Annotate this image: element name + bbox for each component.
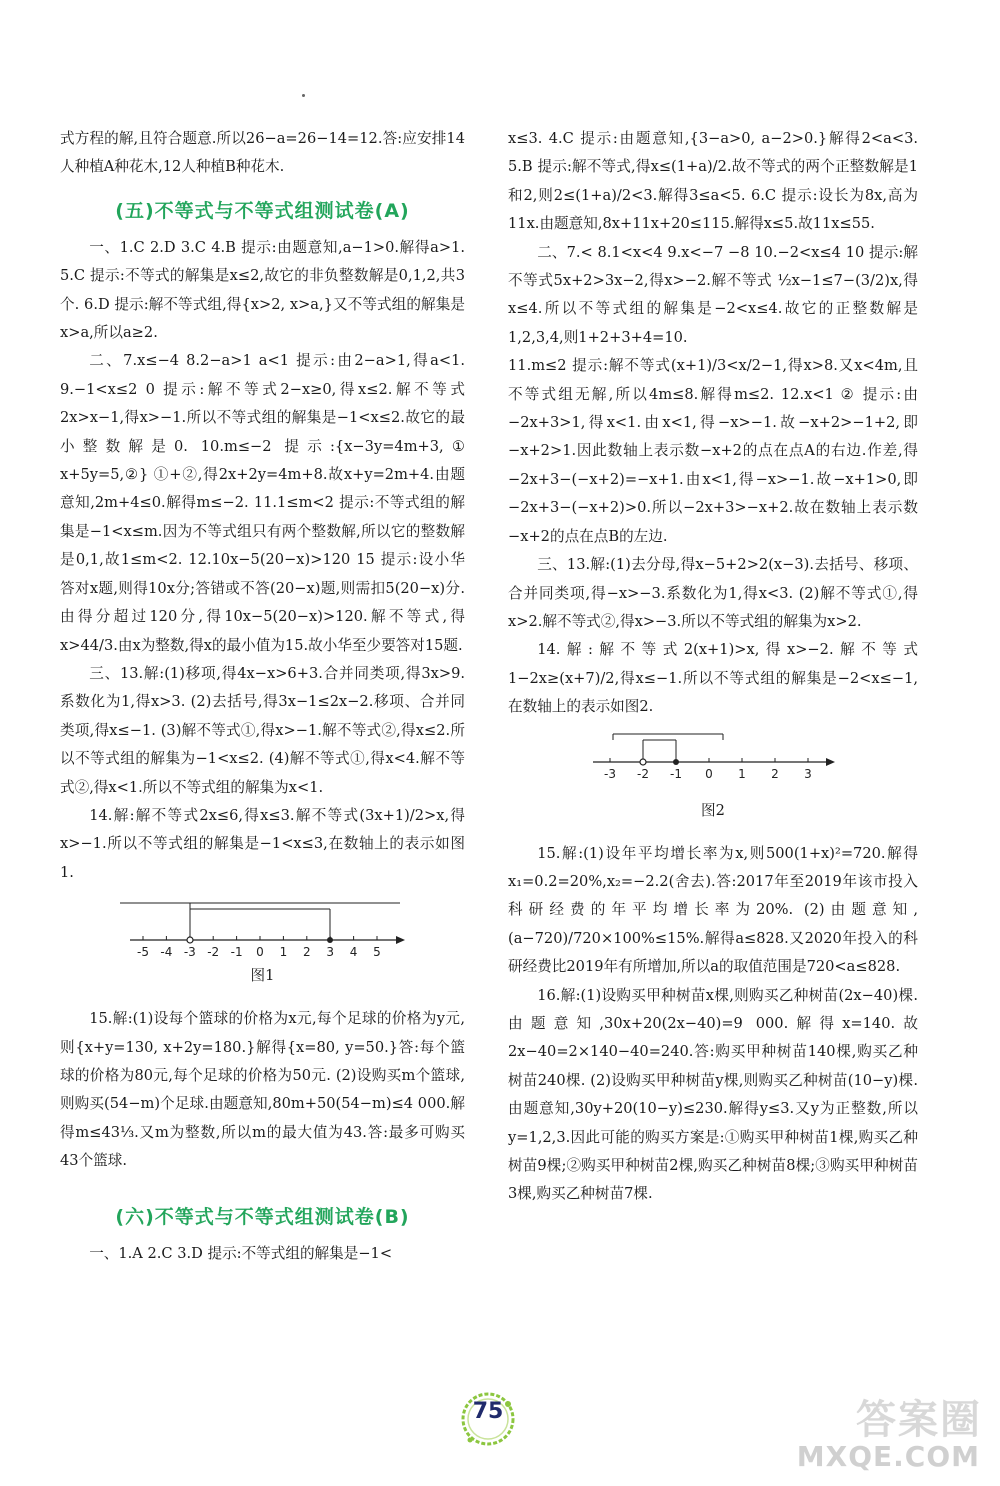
right-paragraph-2: 11.m≤2 提示:解不等式(x+1)/3<x/2−1,得x>8.又x<4m,且不等式组无解,所以4m≤8.解得m≤2. 12.x<1 ② 提示:由−2x+3>1,得x<1.由x<1,得−x>−1.故−x+2>−1+2,即−x+2>1.因此数轴上表示数−x+2的点在点A的右边.作差,得−2x+3−(−x+2)=−x+1.由x<1,得−x>−1.故−x+1>0,即−2x+3−(−x+2)>0.所以−2x+3>−x+2.故在数轴上表示数−x+2的点在点B的左边. — [508, 357, 918, 545]
scan-dot — [302, 94, 305, 97]
figure-2-caption: 图2 — [701, 801, 725, 819]
left-paragraph-4: 14.解:解不等式2x≤6,得x≤3.解不等式(3x+1)/2>x,得x>−1.所以不等式组的解集是−1<x≤3,在数轴上的表示如图1. — [60, 806, 465, 881]
fig2-tick-label: -1 — [670, 766, 682, 781]
right-paragraph-1: 二、7.< 8.1<x<4 9.x<−7 −8 10.−2<x≤4 10 提示:解不等式5x+2>3x−2,得x>−2.解不等式 ½x−1≤7−(3/2)x,得x≤4.所以不等式组的解集是−2<x≤4.故它的正整数解是1,2,3,4,则1+2+3+4=10. — [508, 243, 918, 346]
number-line-figure-2 — [508, 726, 918, 796]
watermark-url: MXQE.COM — [796, 1440, 980, 1473]
fig2-tick-label: 2 — [771, 766, 779, 781]
fig1-tick-label: -1 — [230, 945, 243, 960]
right-paragraph-3: 三、13.解:(1)去分母,得x−5+2>2(x−3).去括号、移项、合并同类项,得−x>−3.系数化为1,得x<3. (2)解不等式①,得x>2.解不等式②,得x>−3.所以不等式组的解集为x>2. — [508, 556, 918, 630]
page-number: 75 — [472, 1399, 504, 1424]
right-paragraph-4: 14.解:解不等式2(x+1)>x,得x>−2.解不等式1−2x≥(x+7)/2,得x≤−1.所以不等式组的解集是−2<x≤−1,在数轴上的表示如图2. — [508, 641, 918, 716]
fig1-tick-label: -4 — [160, 945, 173, 960]
fig1-tick-label: 5 — [373, 945, 381, 960]
fig2-tick-label: -2 — [637, 766, 649, 781]
fig1-tick-label: -5 — [137, 945, 149, 960]
left-paragraph-5: 15.解:(1)设每个篮球的价格为x元,每个足球的价格为y元,则{x+y=130, x+2y=180.}解得{x=80, y=50.}答:每个篮球的价格为80元,每个足球的价格为50元. (2)设购买m个篮球,则购买(54−m)个足球.由题意知,80m+50(54−m)≤4 000.解得m≤43⅓.又m为整数,所以m的最大值为43.答:最多可购买43个篮球. — [60, 1010, 465, 1170]
fig1-tick-label: -3 — [183, 945, 196, 960]
left-paragraph-3: 三、13.解:(1)移项,得4x−x>6+3.合并同类项,得3x>9.系数化为1,得x>3. (2)去括号,得3x−1≤2x−2.移项、合并同类项,得x≤−1. (3)解不等式①,得x>−1.解不等式②,得x≤2.所以不等式组的解集为−1<x≤2. (4)解不等式①,得x<4.解不等式②,得x<1.所以不等式组的解集为x<1. — [60, 664, 465, 796]
fig2-tick-label: 1 — [738, 766, 746, 781]
figure-1-caption: 图1 — [250, 967, 275, 985]
fig1-tick-label: 3 — [326, 945, 335, 960]
fig1-tick-label: 1 — [279, 945, 288, 960]
left-paragraph-6: 一、1.A 2.C 3.D 提示:不等式组的解集是−1< — [89, 1244, 393, 1262]
left-paragraph-0: 式方程的解,且符合题意.所以26−a=26−14=12.答:应安排14人种植A种花木,12人种植B种花木. — [60, 130, 465, 176]
fig1-tick-label: 4 — [349, 945, 358, 960]
watermark-logo-text: 答案圈 — [856, 1397, 982, 1443]
left-paragraph-2: 二、7.x≤−4 8.2−a>1 a<1 提示:由2−a>1,得a<1. 9.−1<x≤2 0 提示:解不等式2−x≥0,得x≤2.解不等式2x>x−1,得x>−1.所以不等式组的解集是−1<x≤2.故它的最小整数解是0. 10.m≤−2 提示:{x−3y=4m+3,① x+5y=5,②} ①+②,得2x+2y=4m+8.故x+y=2m+4.由题意知,2m+4≤0.解得m≤−2. 11.1≤m<2 提示:不等式组的解集是−1<x≤m.因为不等式组只有两个整数解,所以它的整数解是0,1,故1≤m<2. 12.10x−5(20−x)>120 15 提示:设小华答对x题,则得10x分;答错或不答(20−x)题,则需扣5(20−x)分.由得分超过120分,得10x−5(20−x)>120.解不等式,得x>44/3.由x为整数,得x的最小值为15.故小华至少要答对15题. — [60, 352, 465, 654]
fig2-tick-label: 3 — [804, 766, 812, 781]
number-line-figure-1 — [60, 891, 465, 961]
right-paragraph-0: x≤3. 4.C 提示:由题意知,{3−a>0, a−2>0.}解得2<a<3. 5.B 提示:解不等式,得x≤(1+a)/2.故不等式的两个正整数解是1和2,则2≤(1+a)/2<3.解得3≤a<5. 6.C 提示:设长为8x,高为11x.由题意知,8x+11x+20≤115.解得x≤5.故11x≤55. — [508, 130, 918, 233]
section-title-a: (五)不等式与不等式组测试卷(A) — [115, 199, 410, 222]
right-column — [508, 125, 918, 1209]
fig1-tick-label: 0 — [256, 945, 264, 960]
fig2-tick-label: 0 — [705, 766, 713, 781]
fig1-tick-label: 2 — [302, 945, 311, 960]
section-title-b: (六)不等式与不等式组测试卷(B) — [115, 1205, 410, 1228]
left-paragraph-1: 一、1.C 2.D 3.C 4.B 提示:由题意知,a−1>0.解得a>1. 5.C 提示:不等式的解集是x≤2,故它的非负整数解是0,1,2,共3个. 6.D 提示:解不等式组,得{x>2, x>a,}又不等式组的解集是x>a,所以a≥2. — [60, 238, 465, 342]
left-column — [60, 125, 465, 1268]
right-paragraph-5: 15.解:(1)设年平均增长率为x,则500(1+x)²=720.解得x₁=0.2=20%,x₂=−2.2(舍去).答:2017年至2019年该市投入科研经费的年平均增长率为20%. (2)由题意知,(a−720)/720×100%≤15%.解得a≤828.又2020年投入的科研经费比2019年有所增加,所以a的取值范围是720<a≤828. — [508, 844, 918, 976]
right-paragraph-6: 16.解:(1)设购买甲种树苗x棵,则购买乙种树苗(2x−40)棵.由题意知,30x+20(2x−40)=9 000.解得x=140.故2x−40=2×140−40=240.答:购买甲种树苗140棵,购买乙种树苗240棵. (2)设购买甲种树苗y棵,则购买乙种树苗(10−y)棵.由题意知,30y+20(10−y)≤230.解得y≤3.又y为正整数,所以y=1,2,3.因此可能的购买方案是:①购买甲种树苗1棵,购买乙种树苗9棵;②购买甲种树苗2棵,购买乙种树苗8棵;③购买甲种树苗3棵,购买乙种树苗7棵. — [508, 986, 918, 1203]
fig2-tick-label: -3 — [604, 766, 616, 781]
fig1-tick-label: -2 — [207, 945, 220, 960]
